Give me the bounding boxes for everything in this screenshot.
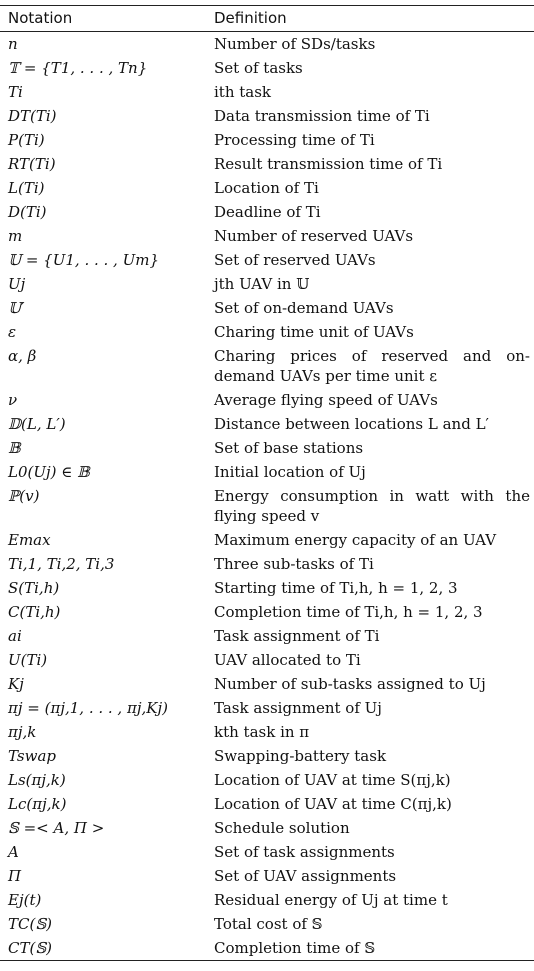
notation-cell: Ti [8, 83, 23, 101]
definition-cell: Task assignment of Uj [214, 699, 382, 717]
notation-table [0, 5, 534, 961]
notation-cell: L0(Uj) ∈ 𝔹 [8, 463, 90, 481]
table-row [0, 224, 534, 248]
notation-cell: DT(Ti) [8, 107, 57, 125]
notation-cell: S(Ti,h) [8, 579, 60, 597]
notation-cell: ν [8, 391, 18, 409]
notation-cell: 𝔹 [8, 439, 21, 457]
table-row [0, 768, 534, 792]
definition-cell: Task assignment of Ti [214, 627, 380, 645]
table-row [0, 720, 534, 744]
notation-cell: D(Ti) [8, 203, 47, 221]
table-row [0, 792, 534, 816]
definition-cell: Deadline of Ti [214, 203, 321, 221]
definition-cell: ith task [214, 83, 272, 101]
notation-cell: U(Ti) [8, 651, 48, 669]
table-row [0, 672, 534, 696]
table-row [0, 484, 534, 528]
definition-cell: Swapping-battery task [214, 747, 387, 765]
notation-cell: Tswap [8, 747, 56, 765]
definition-cell: Total cost of 𝕊 [214, 915, 323, 933]
table-row [0, 436, 534, 460]
definition-cell: Starting time of Ti,h, h = 1, 2, 3 [214, 579, 458, 597]
definition-cell: Distance between locations L and L′ [214, 415, 489, 433]
definition-cell: Data transmission time of Ti [214, 107, 430, 125]
table-row [0, 624, 534, 648]
table-row [0, 552, 534, 576]
definition-cell: Completion time of 𝕊 [214, 939, 376, 957]
definition-cell: Set of base stations [214, 439, 364, 457]
definition-cell: jth UAV in 𝕌 [214, 275, 310, 293]
table-row [0, 816, 534, 840]
table-row [0, 912, 534, 936]
notation-cell: Emax [8, 531, 51, 549]
table-row [0, 696, 534, 720]
notation-cell: L(Ti) [8, 179, 45, 197]
table-row [0, 272, 534, 296]
table-row [0, 320, 534, 344]
notation-cell: 𝔻(L, L′) [8, 415, 66, 433]
table-row [0, 576, 534, 600]
notation-cell: C(Ti,h) [8, 603, 61, 621]
definition-cell: Location of Ti [214, 179, 319, 197]
table-row [0, 744, 534, 768]
table-row [0, 32, 534, 56]
table-row [0, 600, 534, 624]
definition-cell: Set of task assignments [214, 843, 395, 861]
notation-cell: πj,k [8, 723, 37, 741]
notation-cell: 𝕌′ [8, 299, 25, 317]
table-row [0, 176, 534, 200]
notation-cell: Ej(t) [8, 891, 42, 909]
table-row [0, 840, 534, 864]
table-row [0, 248, 534, 272]
definition-cell: Set of tasks [214, 59, 303, 77]
table-row [0, 344, 534, 388]
table-row [0, 152, 534, 176]
definition-cell: Completion time of Ti,h, h = 1, 2, 3 [214, 603, 483, 621]
table-row [0, 80, 534, 104]
table-row [0, 56, 534, 80]
table-row [0, 200, 534, 224]
definition-cell: Energy consumption in watt with the flying speed v [214, 487, 530, 525]
definition-cell: Result transmission time of Ti [214, 155, 443, 173]
notation-cell: m [8, 227, 23, 245]
definition-cell: Number of sub-tasks assigned to Uj [214, 675, 486, 693]
header-notation: Notation [8, 9, 73, 27]
definition-cell: Location of UAV at time C(πj,k) [214, 795, 452, 813]
table-row [0, 888, 534, 912]
definition-cell: Location of UAV at time S(πj,k) [214, 771, 451, 789]
definition-cell: Set of reserved UAVs [214, 251, 376, 269]
header-definition: Definition [214, 9, 287, 27]
definition-cell: Number of SDs/tasks [214, 35, 376, 53]
table-row [0, 388, 534, 412]
table-header [0, 6, 534, 31]
notation-cell: Lc(πj,k) [8, 795, 67, 813]
definition-cell: Schedule solution [214, 819, 350, 837]
notation-cell: Ti,1, Ti,2, Ti,3 [8, 555, 115, 573]
bottom-rule [0, 960, 534, 961]
table-body [0, 32, 534, 960]
table-row [0, 460, 534, 484]
table-row [0, 104, 534, 128]
definition-cell: UAV allocated to Ti [214, 651, 361, 669]
notation-cell: Π [8, 867, 22, 885]
definition-cell: Three sub-tasks of Ti [214, 555, 374, 573]
notation-cell: α, β [8, 347, 37, 365]
definition-cell: Initial location of Uj [214, 463, 366, 481]
definition-cell: Average flying speed of UAVs [214, 391, 438, 409]
notation-cell: A [8, 843, 19, 861]
table-row [0, 864, 534, 888]
notation-cell: 𝕌 = {U1, . . . , Um} [8, 251, 160, 269]
notation-cell: n [8, 35, 18, 53]
notation-cell: ℙ(v) [8, 487, 40, 505]
definition-cell: Charing time unit of UAVs [214, 323, 414, 341]
table-row [0, 528, 534, 552]
definition-cell: Maximum energy capacity of an UAV [214, 531, 497, 549]
notation-cell: P(Ti) [8, 131, 45, 149]
definition-cell: Set of UAV assignments [214, 867, 397, 885]
notation-cell: CT(𝕊) [8, 939, 53, 957]
notation-cell: 𝕊 =< A, Π > [8, 819, 105, 837]
table-row [0, 648, 534, 672]
notation-cell: Kj [8, 675, 24, 693]
table-row [0, 412, 534, 436]
definition-cell: Charing prices of reserved and on-demand UAVs per time unit ε [214, 347, 530, 385]
notation-cell: 𝕋 = {T1, . . . , Tn} [8, 59, 148, 77]
notation-cell: Uj [8, 275, 26, 293]
notation-cell: Ls(πj,k) [8, 771, 66, 789]
definition-cell: kth task in π [214, 723, 310, 741]
table-row [0, 128, 534, 152]
notation-cell: RT(Ti) [8, 155, 56, 173]
table-row [0, 296, 534, 320]
notation-cell: ai [8, 627, 22, 645]
table-row [0, 936, 534, 960]
notation-cell: ε [8, 323, 17, 341]
notation-cell: πj = (πj,1, . . . , πj,Kj) [8, 699, 168, 717]
definition-cell: Residual energy of Uj at time t [214, 891, 448, 909]
notation-cell: TC(𝕊) [8, 915, 53, 933]
definition-cell: Set of on-demand UAVs [214, 299, 394, 317]
definition-cell: Processing time of Ti [214, 131, 375, 149]
definition-cell: Number of reserved UAVs [214, 227, 414, 245]
